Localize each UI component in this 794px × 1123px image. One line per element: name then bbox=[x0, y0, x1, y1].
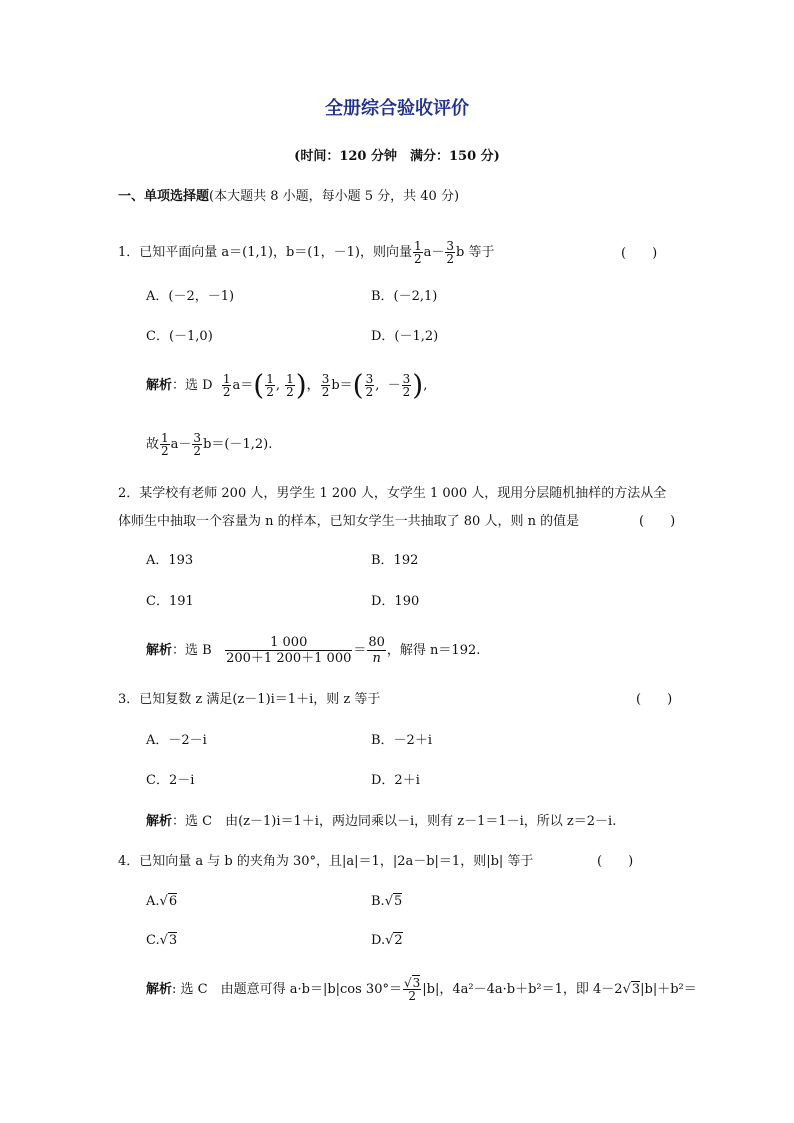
q1-fraction-1: $\frac{1}{2}$ bbox=[413, 239, 422, 266]
section-heading-note: (本大题共 8 小题，每小题 5 分，共 40 分) bbox=[209, 189, 460, 204]
section-heading-label: 一、单项选择题 bbox=[118, 189, 210, 204]
page-title: 全册综合验收评价 bbox=[325, 98, 469, 119]
q4-option-a: A.√6 bbox=[146, 894, 178, 909]
q4-solution: 解析: 选 C 由题意可得 a·b＝|b|cos 30°＝ $\frac{√3}{2}$ |b|，4a²－4a·b＋b²＝1，即 4－2√3|b|＋b²＝ bbox=[146, 976, 697, 1003]
q3-option-d: D．2＋i bbox=[371, 773, 420, 788]
question-2-stem-line-1: 2．某学校有老师 200 人，男学生 1 200 人，女学生 1 000 人，现用分层随机抽样的方法从全 bbox=[118, 486, 667, 501]
q2-option-a: A．193 bbox=[146, 553, 194, 568]
q4-option-d: D.√2 bbox=[371, 933, 403, 948]
question-1-stem: 1．已知平面向量 a＝(1,1)，b＝(1，－1)，则向量 $\frac{1}{2}$ a－ $\frac{3}{2}$ b 等于 bbox=[118, 239, 495, 266]
q1-answer-paren: ( ) bbox=[621, 246, 658, 261]
q2-option-c: C．191 bbox=[146, 594, 194, 609]
q4-fraction: $\frac{√3}{2}$ bbox=[403, 976, 421, 1003]
q4-option-b: B.√5 bbox=[371, 894, 403, 909]
exam-info: (时间：120 分钟 满分：150 分) bbox=[294, 149, 500, 164]
solution-label: 解析 bbox=[146, 982, 173, 997]
q3-option-a: A．－2－i bbox=[146, 733, 207, 748]
q2-fraction: $\frac{1 000}{200+1 200+1 000}$ bbox=[226, 635, 352, 666]
q4-answer-paren: ( ) bbox=[597, 854, 634, 869]
question-3-stem: 3．已知复数 z 满足(z－1)i＝1＋i，则 z 等于 bbox=[118, 692, 381, 707]
q1-solution-line-1: 解析：选 D $\frac{1}{2}$ a＝( $\frac{1}{2}$ , $\frac{1}{2}$ )， $\frac{3}{2}$ b＝( $\frac{3}{2}$ , － $\frac{3}{2}$ ), bbox=[146, 368, 428, 402]
solution-label: 解析 bbox=[146, 378, 173, 393]
solution-label: 解析 bbox=[146, 643, 173, 658]
q2-option-d: D．190 bbox=[371, 594, 420, 609]
q2-solution: 解析：选 B $\frac{1 000}{200+1 200+1 000}$ ＝ $\frac{80}{n}$ ，解得 n＝192. bbox=[146, 635, 481, 666]
q2-option-b: B．192 bbox=[371, 553, 419, 568]
q1-fraction-2: $\frac{3}{2}$ bbox=[446, 239, 455, 266]
q3-option-c: C．2－i bbox=[146, 773, 195, 788]
question-4-stem: 4．已知向量 a 与 b 的夹角为 30°，且|a|＝1，|2a－b|＝1，则|b| 等于 bbox=[118, 854, 534, 869]
q2-answer-paren: ( ) bbox=[639, 514, 676, 529]
q1-stem-text: 1．已知平面向量 a＝(1,1)，b＝(1，－1)，则向量 bbox=[118, 245, 412, 260]
section-heading bbox=[118, 189, 459, 205]
q3-option-b: B．－2＋i bbox=[371, 733, 432, 748]
q1-option-b: B．(－2,1) bbox=[371, 289, 438, 304]
q3-answer-paren: ( ) bbox=[636, 692, 673, 707]
solution-label: 解析 bbox=[146, 814, 173, 829]
q1-option-c: C．(－1,0) bbox=[146, 329, 213, 344]
q1-option-d: D．(－1,2) bbox=[371, 329, 439, 344]
q3-solution: 解析：选 C 由(z－1)i＝1＋i，两边同乘以－i，则有 z－1＝1－i，所以 z＝2－i. bbox=[146, 814, 617, 829]
q4-option-c: C.√3 bbox=[146, 933, 178, 948]
question-2-stem-line-2: 体师生中抽取一个容量为 n 的样本，已知女学生一共抽取了 80 人，则 n 的值是 bbox=[118, 514, 580, 529]
q1-option-a: A．(－2，－1) bbox=[146, 289, 235, 304]
q1-solution-line-2: 故 $\frac{1}{2}$ a－ $\frac{3}{2}$ b＝(－1,2). bbox=[146, 431, 273, 458]
